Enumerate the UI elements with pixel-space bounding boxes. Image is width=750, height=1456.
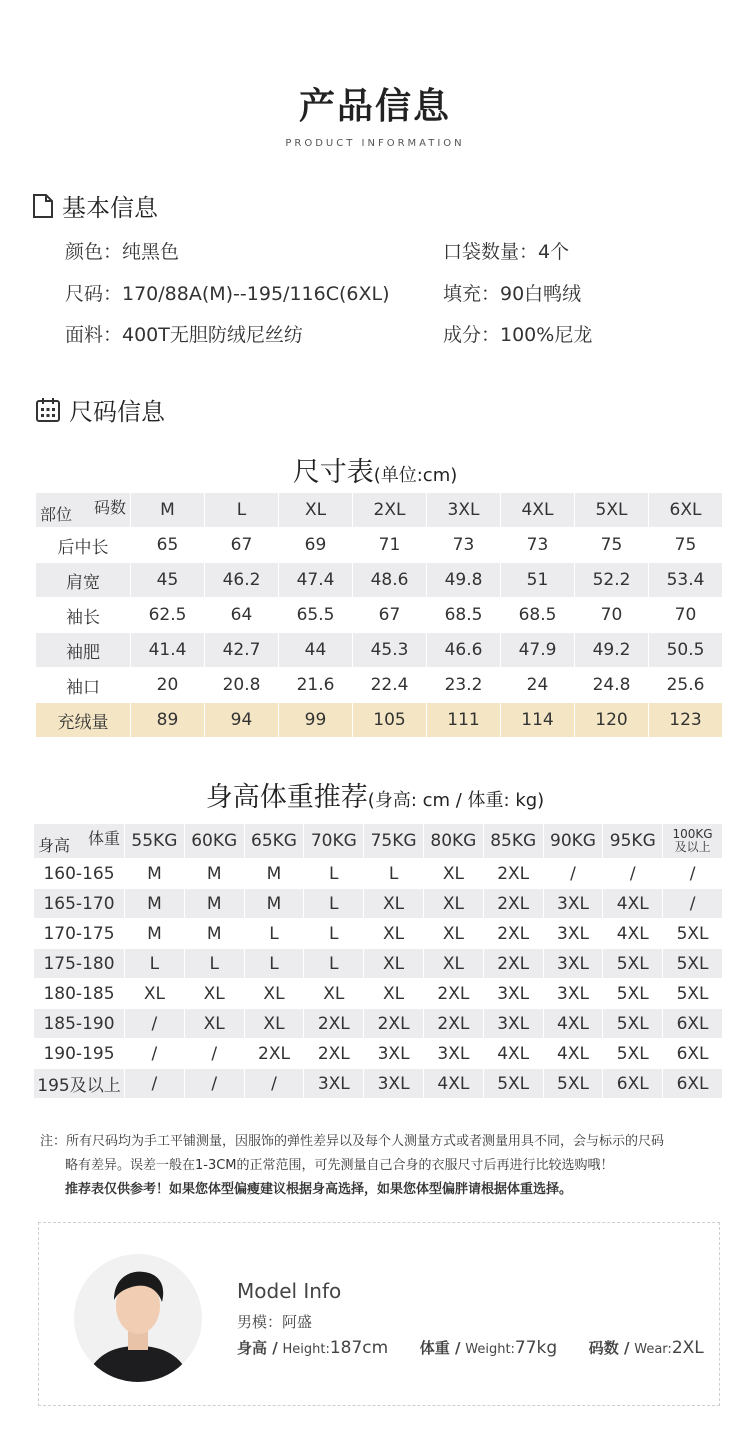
rec-table: [33, 823, 723, 1099]
table-cell: 3XL: [543, 919, 603, 949]
table-cell: 73: [427, 528, 501, 563]
table-cell: 48.6: [353, 563, 427, 598]
table-cell: M: [125, 919, 185, 949]
table-row: [34, 1069, 723, 1099]
table-cell: XL: [423, 949, 483, 979]
size-table: [35, 492, 723, 738]
table-cell: 120: [575, 703, 649, 738]
table-cell: 23.2: [427, 668, 501, 703]
rec-col-header: 55KG: [125, 824, 185, 859]
rec-table-title-text: 身高体重推荐: [205, 782, 368, 813]
table-cell: XL: [244, 979, 304, 1009]
table-cell: 6XL: [603, 1069, 663, 1099]
table-cell: 4XL: [543, 1009, 603, 1039]
info-size: 尺码：170/88A(M)--195/116C(6XL): [65, 283, 390, 305]
row-label: 175-180: [34, 949, 125, 979]
size-info-heading: [35, 392, 165, 429]
wear-label: 码数 /: [588, 1339, 630, 1357]
table-cell: 5XL: [663, 979, 723, 1009]
table-cell: L: [304, 919, 364, 949]
table-cell: L: [184, 949, 244, 979]
table-cell: 49.2: [575, 633, 649, 668]
model-name: 男模：阿盛: [237, 1313, 313, 1331]
table-cell: 5XL: [603, 979, 663, 1009]
table-cell: 21.6: [279, 668, 353, 703]
basic-info-title: 基本信息: [62, 194, 158, 222]
table-cell: L: [304, 949, 364, 979]
table-cell: 5XL: [663, 949, 723, 979]
table-cell: M: [184, 859, 244, 889]
rec-col-header: 80KG: [423, 824, 483, 859]
table-cell: XL: [184, 979, 244, 1009]
note-line-3: 推荐表仅供参考！如果您体型偏瘦建议根据身高选择，如果您体型偏胖请根据体重选择。: [65, 1182, 573, 1197]
table-cell: 2XL: [483, 949, 543, 979]
table-cell: 68.5: [427, 598, 501, 633]
table-cell: M: [244, 859, 304, 889]
table-cell: M: [244, 889, 304, 919]
table-cell: 3XL: [543, 949, 603, 979]
table-cell: 51: [501, 563, 575, 598]
info-fabric: 面料：400T无胆防绒尼丝纺: [65, 324, 303, 346]
table-cell: M: [125, 889, 185, 919]
table-cell: M: [184, 889, 244, 919]
weight-label: 体重 /: [419, 1339, 461, 1357]
corner-top: 码数: [93, 498, 126, 517]
model-stats: [237, 1337, 704, 1358]
row-label: 充绒量: [36, 703, 131, 738]
size-table-header: [36, 493, 723, 528]
table-cell: 2XL: [304, 1009, 364, 1039]
table-cell: L: [304, 889, 364, 919]
info-composition: 成分：100%尼龙: [443, 324, 593, 346]
table-cell: 69: [279, 528, 353, 563]
table-cell: 6XL: [663, 1069, 723, 1099]
table-cell: 46.2: [205, 563, 279, 598]
table-cell: 52.2: [575, 563, 649, 598]
table-cell: /: [663, 889, 723, 919]
table-cell: XL: [423, 919, 483, 949]
table-cell: /: [125, 1039, 185, 1069]
info-color: 颜色：纯黑色: [65, 241, 180, 263]
rec-col-header: 60KG: [184, 824, 244, 859]
size-col-header: XL: [279, 493, 353, 528]
basic-info-heading: [32, 188, 158, 225]
size-table-title-text: 尺寸表: [292, 457, 374, 488]
size-col-header: M: [131, 493, 205, 528]
table-cell: 3XL: [364, 1039, 424, 1069]
weight-en: Weight:: [465, 1342, 515, 1357]
table-cell: /: [125, 1069, 185, 1099]
size-col-header: L: [205, 493, 279, 528]
table-cell: 6XL: [663, 1039, 723, 1069]
table-cell: 3XL: [543, 979, 603, 1009]
table-cell: 99: [279, 703, 353, 738]
row-label: 袖口: [36, 668, 131, 703]
table-cell: 94: [205, 703, 279, 738]
table-cell: XL: [423, 859, 483, 889]
table-cell: 5XL: [663, 919, 723, 949]
table-cell: 22.4: [353, 668, 427, 703]
table-cell: 5XL: [543, 1069, 603, 1099]
rec-table-corner: [34, 824, 125, 859]
row-label: 195及以上: [34, 1069, 125, 1099]
rec-table-title: [0, 775, 750, 814]
calendar-icon: [35, 397, 61, 429]
height-label: 身高 /: [237, 1339, 278, 1357]
table-cell: 3XL: [483, 1009, 543, 1039]
size-table-unit: (单位:cm): [373, 465, 458, 486]
size-col-header: 2XL: [353, 493, 427, 528]
size-col-header: 3XL: [427, 493, 501, 528]
table-cell: 89: [131, 703, 205, 738]
weight-value: 77kg: [514, 1338, 558, 1358]
table-cell: 4XL: [423, 1069, 483, 1099]
table-cell: XL: [364, 979, 424, 1009]
page-title: 产品信息: [298, 86, 451, 127]
table-cell: 65.5: [279, 598, 353, 633]
row-label: 后中长: [36, 528, 131, 563]
table-row: [34, 859, 723, 889]
table-row: [34, 919, 723, 949]
table-row: [36, 668, 723, 703]
table-cell: 3XL: [483, 979, 543, 1009]
table-cell: XL: [244, 1009, 304, 1039]
rec-table-unit: (身高: cm / 体重: kg): [367, 790, 545, 811]
row-label: 170-175: [34, 919, 125, 949]
size-notes: [40, 1130, 730, 1202]
table-cell: 4XL: [603, 889, 663, 919]
table-cell: XL: [125, 979, 185, 1009]
table-cell: 64: [205, 598, 279, 633]
table-cell: /: [543, 859, 603, 889]
size-col-header: 4XL: [501, 493, 575, 528]
table-cell: 24.8: [575, 668, 649, 703]
corner-bottom: 部位: [40, 505, 73, 524]
table-cell: 75: [649, 528, 723, 563]
rec-col-header: 85KG: [483, 824, 543, 859]
info-filling: 填充：90白鸭绒: [443, 283, 582, 305]
table-cell: XL: [184, 1009, 244, 1039]
table-cell: L: [364, 859, 424, 889]
table-cell: 2XL: [304, 1039, 364, 1069]
table-row: [34, 889, 723, 919]
table-cell: 70: [649, 598, 723, 633]
model-info-heading: Model Info: [237, 1279, 342, 1303]
table-cell: 49.8: [427, 563, 501, 598]
size-col-header: 6XL: [649, 493, 723, 528]
document-icon: [32, 193, 54, 225]
row-label: 袖肥: [36, 633, 131, 668]
table-cell: 5XL: [603, 1039, 663, 1069]
size-table-title: [0, 450, 750, 489]
table-cell: 4XL: [483, 1039, 543, 1069]
table-cell: 67: [205, 528, 279, 563]
table-cell: 20.8: [205, 668, 279, 703]
model-avatar: [74, 1254, 202, 1382]
table-cell: XL: [423, 889, 483, 919]
table-row: [36, 528, 723, 563]
table-cell: 2XL: [483, 919, 543, 949]
table-cell: 65: [131, 528, 205, 563]
height-en: Height:: [282, 1342, 330, 1357]
table-cell: 2XL: [244, 1039, 304, 1069]
table-cell: L: [244, 949, 304, 979]
table-cell: 24: [501, 668, 575, 703]
table-cell: 46.6: [427, 633, 501, 668]
rec-col-header: 70KG: [304, 824, 364, 859]
row-label: 190-195: [34, 1039, 125, 1069]
table-cell: 5XL: [603, 1009, 663, 1039]
rec-col-header: 90KG: [543, 824, 603, 859]
table-cell: 41.4: [131, 633, 205, 668]
row-label: 160-165: [34, 859, 125, 889]
table-cell: 73: [501, 528, 575, 563]
table-row: [36, 563, 723, 598]
height-value: 187cm: [329, 1338, 389, 1358]
table-cell: 111: [427, 703, 501, 738]
table-cell: 67: [353, 598, 427, 633]
table-cell: XL: [364, 889, 424, 919]
table-cell: 4XL: [603, 919, 663, 949]
last-col-line-2: 及以上: [674, 840, 711, 854]
table-cell: 123: [649, 703, 723, 738]
table-row: [36, 703, 723, 738]
table-cell: M: [125, 859, 185, 889]
table-cell: 114: [501, 703, 575, 738]
table-cell: 47.9: [501, 633, 575, 668]
table-row: [34, 949, 723, 979]
rec-table-header: [34, 824, 723, 859]
table-cell: /: [184, 1069, 244, 1099]
table-cell: 47.4: [279, 563, 353, 598]
table-cell: 2XL: [364, 1009, 424, 1039]
table-cell: 105: [353, 703, 427, 738]
table-cell: 3XL: [364, 1069, 424, 1099]
table-cell: 25.6: [649, 668, 723, 703]
row-label: 165-170: [34, 889, 125, 919]
table-row: [34, 1009, 723, 1039]
note-line-1: 注：所有尺码均为手工平铺测量，因服饰的弹性差异以及每个人测量方式或者测量用具不同，会与标示的尺码: [40, 1134, 665, 1149]
table-cell: 62.5: [131, 598, 205, 633]
row-label: 180-185: [34, 979, 125, 1009]
table-cell: 3XL: [543, 889, 603, 919]
table-cell: 44: [279, 633, 353, 668]
row-label: 185-190: [34, 1009, 125, 1039]
table-cell: /: [244, 1069, 304, 1099]
table-cell: 75: [575, 528, 649, 563]
table-row: [34, 979, 723, 1009]
last-col-line-1: 100KG: [672, 827, 713, 841]
table-cell: L: [125, 949, 185, 979]
table-cell: 2XL: [423, 979, 483, 1009]
note-line-2: 略有差异。误差一般在1-3CM的正常范围，可先测量自己合身的衣服尺寸后再进行比较选购哦！: [65, 1158, 614, 1173]
table-row: [36, 633, 723, 668]
size-col-header: 5XL: [575, 493, 649, 528]
rec-col-header: 95KG: [603, 824, 663, 859]
table-cell: 2XL: [423, 1009, 483, 1039]
table-cell: 5XL: [603, 949, 663, 979]
corner-top: 体重: [87, 829, 120, 848]
table-cell: XL: [364, 949, 424, 979]
table-cell: /: [663, 859, 723, 889]
table-cell: /: [603, 859, 663, 889]
table-cell: XL: [364, 919, 424, 949]
wear-value: 2XL: [671, 1338, 704, 1358]
table-row: [34, 1039, 723, 1069]
size-table-corner: [36, 493, 131, 528]
corner-bottom: 身高: [38, 836, 71, 855]
table-cell: 4XL: [543, 1039, 603, 1069]
page-subtitle: PRODUCT INFORMATION: [285, 138, 465, 149]
table-cell: /: [184, 1039, 244, 1069]
table-cell: /: [125, 1009, 185, 1039]
table-cell: XL: [304, 979, 364, 1009]
wear-en: Wear:: [634, 1342, 672, 1357]
table-cell: 71: [353, 528, 427, 563]
table-cell: L: [244, 919, 304, 949]
table-cell: 50.5: [649, 633, 723, 668]
table-cell: 53.4: [649, 563, 723, 598]
table-cell: 45.3: [353, 633, 427, 668]
table-cell: M: [184, 919, 244, 949]
table-cell: 2XL: [483, 889, 543, 919]
table-cell: L: [304, 859, 364, 889]
rec-col-header: 65KG: [244, 824, 304, 859]
rec-col-header-last: [663, 824, 723, 859]
row-label: 肩宽: [36, 563, 131, 598]
table-cell: 2XL: [483, 859, 543, 889]
info-pockets: 口袋数量：4个: [443, 241, 570, 263]
table-cell: 68.5: [501, 598, 575, 633]
row-label: 袖长: [36, 598, 131, 633]
table-cell: 20: [131, 668, 205, 703]
table-row: [36, 598, 723, 633]
table-cell: 5XL: [483, 1069, 543, 1099]
table-cell: 42.7: [205, 633, 279, 668]
table-cell: 6XL: [663, 1009, 723, 1039]
table-cell: 3XL: [304, 1069, 364, 1099]
table-cell: 45: [131, 563, 205, 598]
rec-col-header: 75KG: [364, 824, 424, 859]
table-cell: 3XL: [423, 1039, 483, 1069]
table-cell: 70: [575, 598, 649, 633]
size-info-title: 尺码信息: [69, 398, 165, 426]
